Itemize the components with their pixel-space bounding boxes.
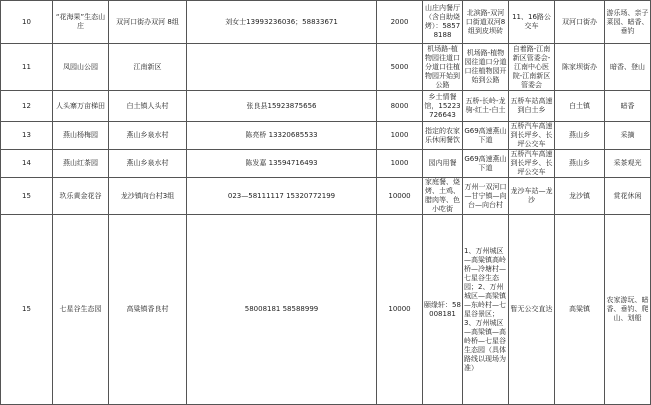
cell-food: 园内用餐 bbox=[423, 150, 463, 178]
cell-area2: 高粱镇 bbox=[555, 215, 605, 405]
cell-no: 13 bbox=[1, 122, 53, 150]
cell-route: 机场路-植物园往道口分道口往植物园开始到公路 bbox=[463, 44, 509, 91]
cell-food: 机场路-植物园往道口分道口往植物园开始到公路 bbox=[423, 44, 463, 91]
table-row bbox=[1, 215, 651, 405]
table-row bbox=[1, 122, 651, 150]
table-row bbox=[1, 178, 651, 215]
cell-area2: 燕山乡 bbox=[555, 150, 605, 178]
table-row bbox=[1, 91, 651, 122]
cell-address: 龙沙镇向台村3组 bbox=[109, 178, 187, 215]
cell-contact: 023—58111117 15320772199 bbox=[187, 178, 377, 215]
cell-area: 8000 bbox=[377, 91, 423, 122]
cell-activity: 采摘 bbox=[605, 122, 651, 150]
cell-activity: 暗香 bbox=[605, 91, 651, 122]
cell-route: 北滨路-双河口街道双河8组到皮坝砖 bbox=[463, 1, 509, 44]
cell-route: 五桥-长岭-龙驹-红土-白土 bbox=[463, 91, 509, 122]
cell-distance: 自着路-江南新区管委会-江南中心医院-江南新区管委会 bbox=[509, 44, 555, 91]
cell-no: 15 bbox=[1, 215, 53, 405]
cell-name: 燕山杨梅园 bbox=[53, 122, 109, 150]
cell-no: 14 bbox=[1, 150, 53, 178]
cell-activity: 采茶观光 bbox=[605, 150, 651, 178]
cell-name: 七星谷生态园 bbox=[53, 215, 109, 405]
cell-route: 万州一双河口—甘宁镇—向台—向台村 bbox=[463, 178, 509, 215]
cell-area: 1000 bbox=[377, 122, 423, 150]
cell-name: 玖乐黄金花谷 bbox=[53, 178, 109, 215]
cell-distance: 五桥汽车高速到长坪乡、长坪公交车 bbox=[510, 150, 553, 176]
cell-distance: 暂无公交直达 bbox=[509, 215, 555, 405]
cell-area2: 双河口街办 bbox=[555, 1, 605, 44]
cell-area: 2000 bbox=[377, 1, 423, 44]
cell-address: 燕山乡泉水村 bbox=[109, 122, 187, 150]
cell-distance: 11、16路公交车 bbox=[509, 1, 555, 44]
table-row bbox=[1, 1, 651, 44]
cell-route: G69高速燕山下道 bbox=[463, 122, 509, 150]
cell-area2: 白土镇 bbox=[555, 91, 605, 122]
cell-activity: 游乐场、亲子菜园、暗香、垂钓 bbox=[605, 1, 651, 44]
cell-contact: 58008181 58588999 bbox=[187, 215, 377, 405]
cell-area: 5000 bbox=[377, 44, 423, 91]
cell-area2: 燕山乡 bbox=[555, 122, 605, 150]
cell-name: 凤园山公园 bbox=[53, 44, 109, 91]
cell-name: 人头寨万亩梯田 bbox=[53, 91, 109, 122]
cell-food: 家庭餐、烧烤、土鸡、腊肉等、色小吃街 bbox=[423, 178, 463, 215]
cell-area: 10000 bbox=[377, 178, 423, 215]
table-row bbox=[1, 150, 651, 178]
cell-route: 1、万州城区—高粱镇高岭桥—冷塘村—七星谷生态园；2、万州城区—高梁镇—东岭村—七星谷景区；3、万州城区—高梁镇—高岭桥—七星谷生态园（具体路线以现场为准） bbox=[463, 215, 509, 405]
cell-activity: 赏花休闲 bbox=[605, 178, 651, 215]
table-row bbox=[1, 44, 651, 91]
cell-address: 高粱镇香良村 bbox=[109, 215, 187, 405]
cell-food: 指定的农家乐休闲餐饮 bbox=[423, 122, 463, 150]
cell-contact: 张良县15923875656 bbox=[187, 91, 377, 122]
cell-name: 燕山红茶园 bbox=[53, 150, 109, 178]
cell-activity: 暗香、登山 bbox=[605, 44, 651, 91]
cell-food: 乡土情餐馆，15223726643 bbox=[423, 91, 463, 122]
cell-distance: 五桥汽车高速到长坪乡、长坪公交车 bbox=[510, 122, 553, 148]
cell-area2: 陈家坝街办 bbox=[555, 44, 605, 91]
cell-food: 山庄内餐厅（含自助烧烤）：58578188 bbox=[423, 1, 463, 44]
cell-distance: 五桥车站高速到白土乡 bbox=[509, 91, 555, 122]
cell-contact: 刘女士13993236036；58833671 bbox=[187, 1, 377, 44]
cell-no: 11 bbox=[1, 44, 53, 91]
cell-address: 燕山乡泉水村 bbox=[109, 150, 187, 178]
cell-contact: 陈亮桥 13320685533 bbox=[187, 122, 377, 150]
cell-address: 白土镇人头村 bbox=[109, 91, 187, 122]
cell-no: 15 bbox=[1, 178, 53, 215]
cell-distance: 龙沙车站—龙沙 bbox=[509, 178, 555, 215]
cell-route: G69高速燕山下道 bbox=[463, 150, 509, 178]
cell-name: “花海果”生态山庄 bbox=[53, 1, 109, 44]
cell-contact bbox=[187, 44, 377, 91]
cell-activity: 农家游玩、暗香、垂钓、爬山、划船 bbox=[605, 215, 651, 405]
cell-address: 江南新区 bbox=[109, 44, 187, 91]
cell-area: 1000 bbox=[377, 150, 423, 178]
cell-area2: 龙沙镇 bbox=[555, 178, 605, 215]
cell-address: 双河口街办双河 8组 bbox=[109, 1, 187, 44]
cell-area: 10000 bbox=[377, 215, 423, 405]
cell-food: 颐缘轩：58008181 bbox=[423, 215, 463, 405]
cell-no: 10 bbox=[1, 1, 53, 44]
cell-contact: 陈发嘉 13594716493 bbox=[187, 150, 377, 178]
cell-no: 12 bbox=[1, 91, 53, 122]
